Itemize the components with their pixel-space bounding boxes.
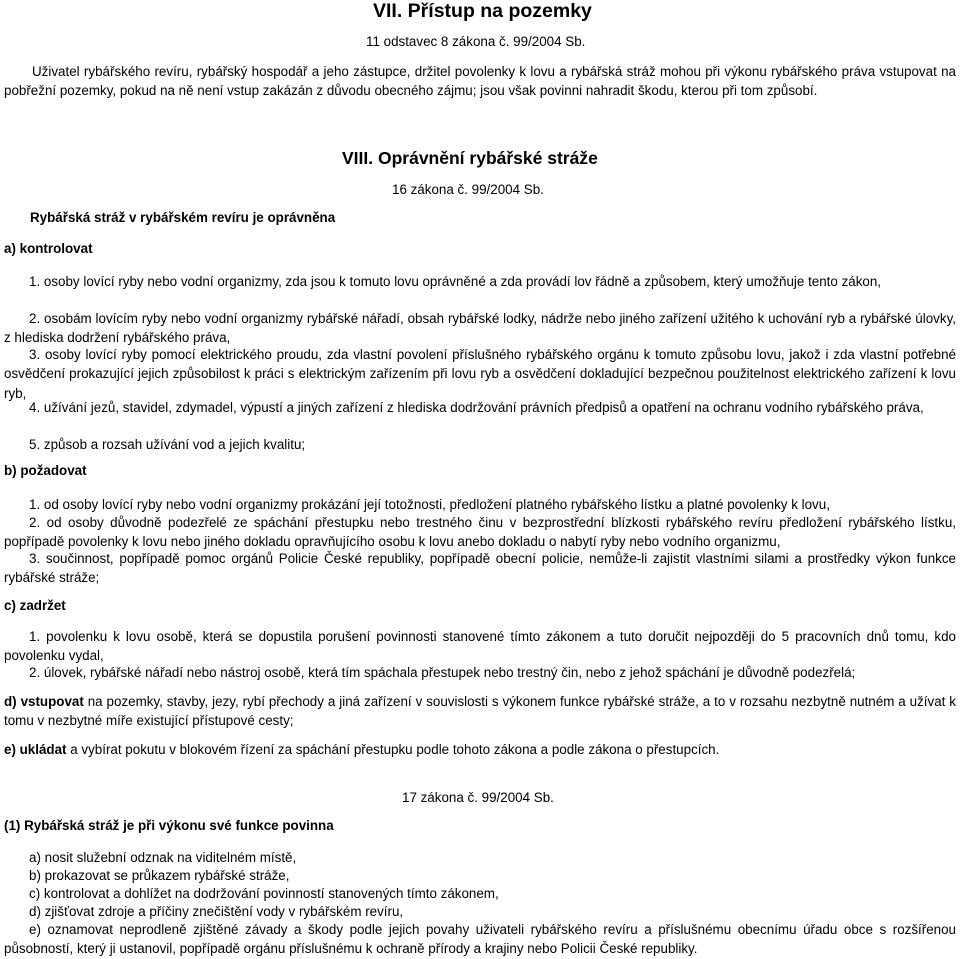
item-e (4, 740, 956, 759)
duty-e: e) oznamovat neprodleně zjištěné závady a škody podle jejich povahy uživateli rybářského revíru a příslušnému obecnímu úřadu obce s rozšířenou působností, který ji ustanovil, popřípadě orgánu příslušnému k ochraně přírody a krajiny nebo Policii České republiky. (4, 922, 956, 957)
section-7-text: Uživatel rybářského revíru, rybářský hospodář a jeho zástupce, držitel povolenky k lovu a rybářská stráž mohou při výkonu rybářského práva vstupovat na pobřežní pozemky, pokud na ně není vstup zakázán z důvodu obecného zájmu; jsou však povinni nahradit škodu, kterou při tom způsobí. (4, 64, 956, 99)
duty-d: d) zjišťovat zdroje a příčiny znečištění vody v rybářském revíru, (29, 904, 404, 919)
item-a-3: 3. osoby lovící ryby pomocí elektrického proudu, zda vlastní povolení příslušného rybářského orgánu k tomuto způsobu lovu, jakož i zda vlastní potřebné osvědčení prokazující jejich způsobilost k práci s elektrickým zařízením při lovu ryb a osvědčení dokladující bezpečnou použitelnost elektrického zařízení k lovu ryb, (4, 347, 956, 401)
item-a-4: 4. užívání jezů, stavidel, zdymadel, výpustí a jiných zařízení z hlediska dodržování právních předpisů a opatření na ochranu vodního rybářského práva, (29, 400, 924, 415)
section-7-source: 11 odstavec 8 zákona č. 99/2004 Sb. (366, 34, 586, 49)
item-b-2: 2. od osoby důvodně podezřelé ze spáchání přestupku nebo trestného činu v bezprostřední blízkosti rybářského revíru předložení rybářského lístku, popřípadě povolenky k lovu nebo jiného dokladu opravňujícího osobu k lovu anebo dokladu o nabytí ryby nebo vodního organizmu, (4, 515, 956, 550)
item-c-1: 1. povolenku k lovu osobě, která se dopustila porušení povinnosti stanovené tímto zákonem a tuto doručit nejpozději do 5 pracovních dnů tomu, kdo povolenku vydal, (4, 629, 956, 664)
item-a-label: a) kontrolovat (4, 241, 93, 256)
item-d (4, 692, 956, 731)
item-b-label: b) požadovat (4, 463, 87, 478)
section-8-title: VIII. Oprávnění rybářské stráže (342, 148, 598, 168)
item-a-1: 1. osoby lovící ryby nebo vodní organizmy, zda jsou k tomuto lovu oprávněné a zda provádí lov řádně a způsobem, který umožňuje tento zákon, (29, 274, 882, 289)
section-8-source: 16 zákona č. 99/2004 Sb. (392, 182, 544, 197)
duty-b: b) prokazovat se průkazem rybářské stráže, (29, 868, 290, 883)
item-b-3: 3. součinnost, popřípadě pomoc orgánů Policie České republiky, popřípadě obecní policie, nemůže-li zajistit vlastními silami a prostředky výkon funkce rybářské stráže; (4, 551, 956, 586)
item-b-1: 1. od osoby lovící ryby nebo vodní organizmy prokázání její totožnosti, předložení platného rybářského lístku a platné povolenky k lovu, (29, 497, 830, 512)
item-a-2: 2. osobám lovícím ryby nebo vodní organizmy rybářské nářadí, obsah rybářské lodky, nádrže nebo jiného zařízení užitého k uchování ryb a rybářské úlovky, z hlediska dodržení rybářského práva, (4, 311, 956, 346)
section-7-title: VII. Přístup na pozemky (373, 0, 592, 22)
section-8-intro: Rybářská stráž v rybářském revíru je oprávněna (30, 210, 336, 225)
item-c-label: c) zadržet (4, 598, 66, 613)
duty-c: c) kontrolovat a dohlížet na dodržování povinností stanovených tímto zákonem, (29, 886, 499, 901)
section-17-source: 17 zákona č. 99/2004 Sb. (402, 790, 554, 805)
section-17-intro: (1) Rybářská stráž je při výkonu své funkce povinna (4, 818, 334, 833)
item-d-label: d) vstupovat (4, 694, 84, 709)
duty-a: a) nosit služební odznak na viditelném místě, (29, 850, 297, 865)
item-e-text: a vybírat pokutu v blokovém řízení za spáchání přestupku podle tohoto zákona a podle zákona o přestupcích. (66, 742, 720, 757)
item-d-text: na pozemky, stavby, jezy, rybí přechody a jiná zařízení v souvislosti s výkonem funkce rybářské stráže, a to v rozsahu nezbytně nutném a užívat k tomu v nezbytné míře existující přístupové cesty; (4, 694, 956, 729)
item-a-5: 5. způsob a rozsah užívání vod a jejich kvalitu; (29, 437, 306, 452)
item-c-2: 2. úlovek, rybářské nářadí nebo nástroj osobě, která tím spáchala přestupek nebo trestný čin, nebo z jehož spáchání je důvodně podezřelá; (29, 665, 856, 680)
item-e-label: e) ukládat (4, 742, 67, 757)
